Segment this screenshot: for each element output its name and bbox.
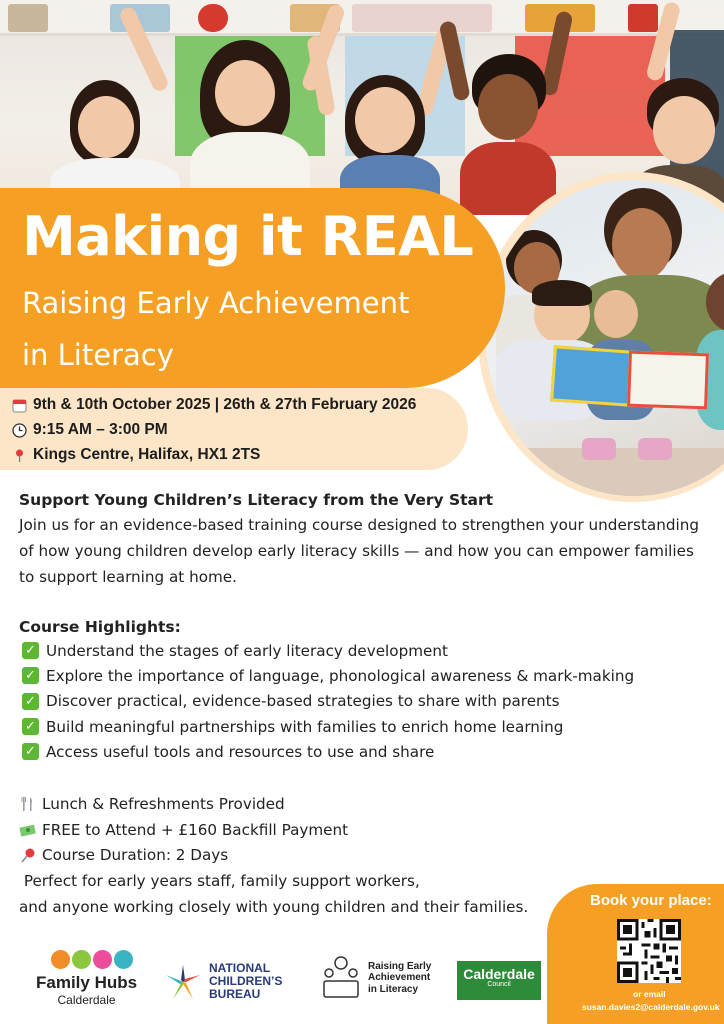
booking-email-link[interactable]: susan.davies2@calderdale.gov.uk <box>582 1002 720 1012</box>
highlights-heading: Course Highlights: <box>19 618 181 636</box>
checkmark-icon: ✓ <box>22 642 39 659</box>
ncb-line: BUREAU <box>209 987 261 1001</box>
duration-row <box>19 843 348 869</box>
intro-line: of how young children develop early literacy skills — and how you can empower families <box>19 542 694 560</box>
ncb-line: CHILDREN’S <box>209 974 283 988</box>
ncb-line: NATIONAL <box>209 961 271 975</box>
highlight-text: Build meaningful partnerships with families to enrich home learning <box>46 717 564 736</box>
qr-code[interactable] <box>617 919 681 983</box>
highlight-text: Explore the importance of language, phonological awareness & mark-making <box>46 666 635 685</box>
pushpin-icon <box>19 847 37 863</box>
checkmark-icon: ✓ <box>22 693 39 710</box>
highlight-item <box>22 638 634 663</box>
event-dates <box>12 396 416 414</box>
cutlery-icon <box>19 796 37 812</box>
highlight-item <box>22 714 634 739</box>
event-location <box>12 446 260 464</box>
course-extras <box>19 791 348 868</box>
lunch-text: Lunch & Refreshments Provided <box>42 794 285 813</box>
lunch-row <box>19 791 348 817</box>
location-text: Kings Centre, Halifax, HX1 2TS <box>33 446 261 463</box>
event-time <box>12 421 168 439</box>
intro-line: to support learning at home. <box>19 568 237 586</box>
highlights-list <box>22 638 634 764</box>
booking-title: Book your place: <box>590 892 712 909</box>
calderdale-name: Calderdale <box>463 966 535 982</box>
checkmark-icon: ✓ <box>22 667 39 684</box>
dates-text: 9th & 10th October 2025 | 26th & 27th February 2026 <box>33 396 417 413</box>
free-text: FREE to Attend + £160 Backfill Payment <box>42 820 349 839</box>
highlight-text: Understand the stages of early literacy development <box>46 641 448 660</box>
real-line: in Literacy <box>368 983 419 995</box>
family-hubs-faces <box>51 950 137 969</box>
checkmark-icon: ✓ <box>22 743 39 760</box>
real-project-logo <box>320 955 431 1001</box>
money-icon <box>19 822 37 838</box>
calderdale-council-label: Council <box>487 981 511 988</box>
duration-text: Course Duration: 2 Days <box>42 846 229 865</box>
audience-line: Perfect for early years staff, family support workers, <box>19 872 420 890</box>
ncb-star-icon <box>163 963 203 1001</box>
time-text: 9:15 AM – 3:00 PM <box>33 421 168 438</box>
highlight-item <box>22 739 634 764</box>
family-hubs-area: Calderdale <box>57 993 116 1007</box>
highlight-text: Discover practical, evidence-based strategies to share with parents <box>46 692 560 711</box>
bookshelf <box>0 0 724 36</box>
highlight-text: Access useful tools and resources to use and share <box>46 742 435 761</box>
ncb-logo <box>163 962 282 1001</box>
subtitle-line-2: in Literacy <box>22 338 174 372</box>
real-line: Raising Early <box>368 960 432 972</box>
free-row <box>19 817 348 843</box>
checkmark-icon: ✓ <box>22 718 39 735</box>
real-family-icon <box>320 955 362 1001</box>
highlight-item <box>22 689 634 714</box>
booking-or-label: or email <box>633 989 666 999</box>
calendar-icon <box>12 398 27 413</box>
audience-line: and anyone working closely with young children and their families. <box>19 898 529 916</box>
highlight-item <box>22 663 634 688</box>
pin-icon <box>12 448 27 463</box>
intro-heading: Support Young Children’s Literacy from the Very Start <box>19 491 494 509</box>
calderdale-council-logo <box>457 961 541 1000</box>
real-line: Achievement <box>368 972 431 984</box>
subtitle-line-1: Raising Early Achievement <box>22 286 410 320</box>
family-hubs-name: Family Hubs <box>36 973 138 992</box>
intro-line: Join us for an evidence-based training course designed to strengthen your understanding <box>19 516 699 534</box>
audience-text <box>19 868 528 920</box>
clock-icon <box>12 423 27 438</box>
family-hubs-logo <box>36 950 137 1007</box>
page-title: Making it REAL <box>22 205 474 268</box>
intro-paragraph <box>19 512 709 590</box>
child-figure <box>460 50 570 215</box>
